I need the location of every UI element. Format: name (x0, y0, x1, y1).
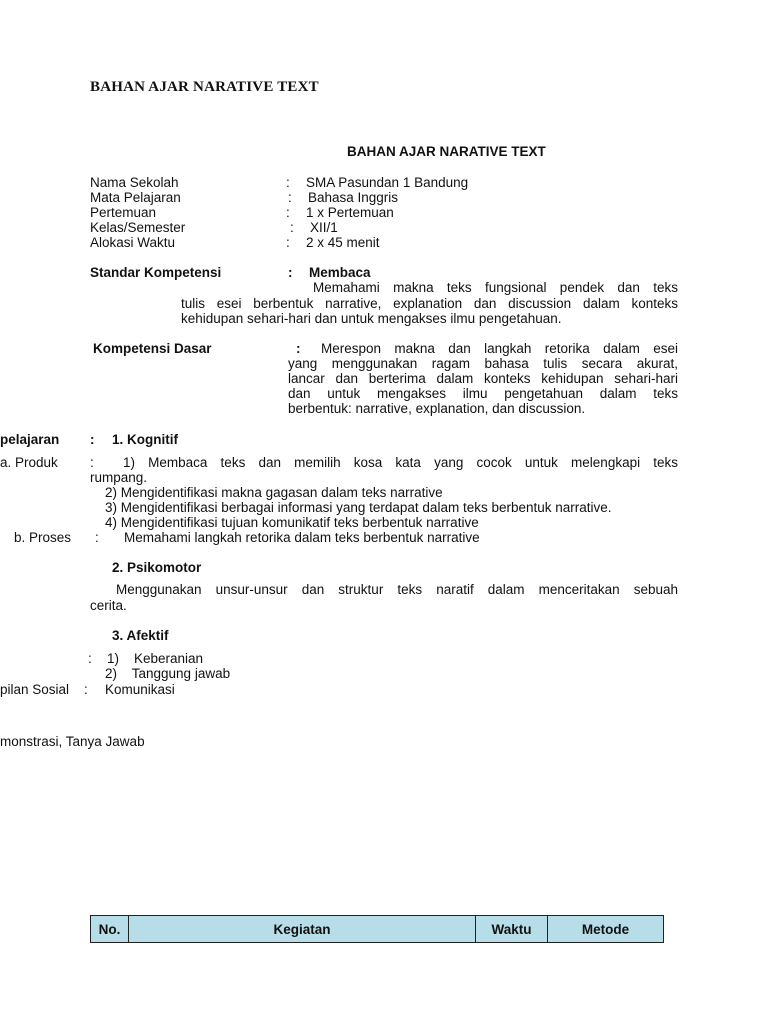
sk-value: Membaca (309, 265, 371, 280)
table-header-no: No. (91, 916, 129, 943)
identity-label-meeting: Pertemuan (90, 205, 157, 220)
identity-value-school: SMA Pasundan 1 Bandung (306, 175, 469, 190)
sk-label: Standar Kompetensi (90, 265, 222, 280)
identity-colon: : (288, 190, 292, 205)
afektif-colon: : (88, 651, 92, 666)
kegiatan-table (90, 915, 664, 943)
identity-colon: : (290, 220, 294, 235)
table-header-kegiatan: Kegiatan (129, 916, 476, 943)
kd-colon: : (296, 341, 301, 356)
table-header-row (91, 916, 664, 943)
sk-colon: : (288, 265, 293, 280)
kd-text-line: berbentuk: narrative, explanation, dan discussion. (288, 401, 586, 416)
tujuan-colon: : (90, 432, 95, 447)
sosial-value: Komunikasi (105, 682, 175, 697)
psikomotor-text-line: Menggunakan unsur-unsur dan struktur teks naratif dalam menceritakan sebuah (116, 582, 678, 597)
afektif-heading: 3. Afektif (112, 628, 169, 643)
identity-label-time: Alokasi Waktu (90, 235, 176, 250)
proses-label: b. Proses (14, 530, 72, 545)
kd-text-line: yang menggunakan ragam bahasa tulis secara akurat, (288, 356, 678, 371)
identity-label-school: Nama Sekolah (90, 175, 179, 190)
afektif-item: 2) Tanggung jawab (105, 666, 231, 681)
produk-item: 4) Mengidentifikasi tujuan komunikatif teks berbentuk narrative (105, 515, 479, 530)
psikomotor-heading: 2. Psikomotor (112, 560, 202, 575)
identity-colon: : (286, 205, 290, 220)
proses-colon: : (95, 530, 99, 545)
produk-item: rumpang. (90, 470, 148, 485)
psikomotor-text-line: cerita. (90, 598, 127, 613)
identity-value-meeting: 1 x Pertemuan (306, 205, 394, 220)
sosial-colon: : (84, 682, 88, 697)
document-title: BAHAN AJAR NARATIVE TEXT (90, 79, 319, 95)
sk-text-line: kehidupan sehari-hari dan untuk mengakses ilmu pengetahuan. (181, 311, 562, 326)
identity-value-class: XII/1 (310, 220, 338, 235)
metode-value: monstrasi, Tanya Jawab (0, 734, 145, 749)
produk-item: 2) Mengidentifikasi makna gagasan dalam teks narrative (105, 485, 443, 500)
sosial-label: pilan Sosial (0, 682, 70, 697)
kd-text-line: dan untuk mengakses ilmu pengetahuan dalam teks (288, 386, 678, 401)
kd-label: Kompetensi Dasar (93, 341, 212, 356)
identity-label-class: Kelas/Semester (90, 220, 186, 235)
kd-text-line: Merespon makna dan langkah retorika dalam esei (321, 341, 678, 356)
identity-value-subject: Bahasa Inggris (308, 190, 399, 205)
identity-label-subject: Mata Pelajaran (90, 190, 181, 205)
produk-label: a. Produk (0, 455, 58, 470)
sk-text-line: tulis esei berbentuk narrative, explanation dan discussion dalam konteks (181, 296, 678, 311)
identity-colon: : (286, 175, 290, 190)
produk-item: 3) Mengidentifikasi berbagai informasi yang terdapat dalam teks berbentuk narrative. (105, 500, 612, 515)
identity-value-time: 2 x 45 menit (306, 235, 380, 250)
identity-colon: : (286, 235, 290, 250)
section-title: BAHAN AJAR NARATIVE TEXT (347, 144, 546, 159)
afektif-item: 1) Keberanian (107, 651, 204, 666)
table-header-waktu: Waktu (476, 916, 548, 943)
kd-text-line: lancar dan berterima dalam konteks kehidupan sehari-hari (288, 371, 678, 386)
kognitif-heading: 1. Kognitif (112, 432, 178, 447)
sk-text-line: Memahami makna teks fungsional pendek dan teks (313, 280, 678, 295)
produk-item: 1) Membaca teks dan memilih kosa kata yang cocok untuk melengkapi teks (123, 455, 678, 470)
table-header-metode: Metode (548, 916, 664, 943)
produk-colon: : (90, 455, 94, 470)
tujuan-label: pelajaran (0, 432, 60, 447)
proses-value: Memahami langkah retorika dalam teks berbentuk narrative (124, 530, 480, 545)
